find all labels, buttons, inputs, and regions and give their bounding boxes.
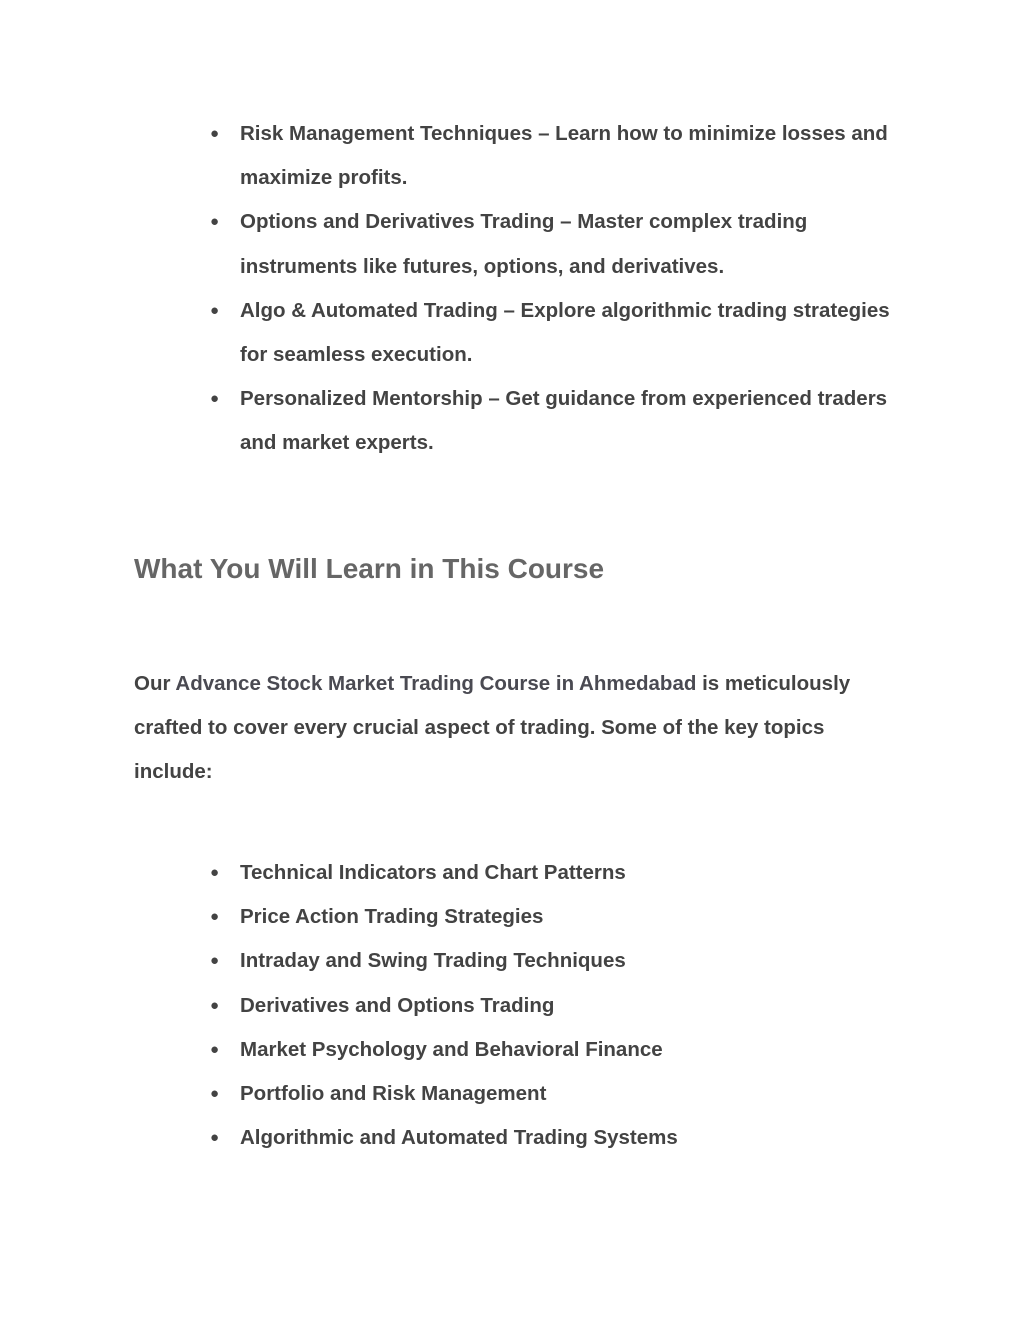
list-item-text: Market Psychology and Behavioral Finance	[240, 1037, 663, 1061]
list-item-text: Algorithmic and Automated Trading Systems	[240, 1126, 678, 1150]
bullet-icon: ●	[210, 390, 220, 408]
list-item	[210, 377, 890, 465]
list-item-text: Portfolio and Risk Management	[240, 1082, 547, 1106]
features-list	[210, 112, 890, 466]
bullet-icon: ●	[210, 1085, 220, 1103]
list-item-text: Price Action Trading Strategies	[240, 905, 544, 929]
bullet-icon: ●	[210, 301, 220, 319]
course-link[interactable]: Advance Stock Market Trading Course in Ahmedabad	[175, 672, 697, 695]
intro-suffix: is meticulously crafted to cover every crucial aspect of trading. Some of the key topics include:	[134, 672, 851, 784]
section-heading: What You Will Learn in This Course	[134, 553, 605, 584]
list-item	[210, 200, 890, 288]
bullet-icon: ●	[210, 1040, 220, 1058]
topics-list	[210, 851, 940, 1160]
intro-prefix: Our	[134, 672, 176, 695]
list-item-text: Intraday and Swing Trading Techniques	[240, 949, 626, 973]
bullet-icon: ●	[210, 213, 220, 231]
list-item	[210, 939, 940, 983]
bullet-icon: ●	[210, 125, 220, 142]
intro-paragraph	[134, 662, 904, 795]
list-item	[210, 112, 890, 200]
bullet-icon: ●	[210, 864, 220, 881]
list-item	[210, 1116, 940, 1160]
list-item	[210, 984, 940, 1028]
list-item	[210, 851, 940, 895]
list-item	[210, 1028, 940, 1072]
bullet-icon: ●	[210, 908, 220, 926]
list-item-text: Algo & Automated Trading – Explore algorithmic trading strategies for seamless execution.	[240, 298, 890, 367]
list-item	[210, 289, 890, 377]
list-item-text: Risk Management Techniques – Learn how to minimize losses and maximize profits.	[240, 122, 888, 190]
list-item	[210, 895, 940, 939]
bullet-icon: ●	[210, 952, 220, 970]
bullet-icon: ●	[210, 996, 220, 1014]
list-item	[210, 1072, 940, 1116]
list-item-text: Personalized Mentorship – Get guidance from experienced traders and market experts.	[240, 387, 888, 455]
list-item-text: Options and Derivatives Trading – Master complex trading instruments like futures, options, and derivatives.	[240, 210, 808, 278]
list-item-text: Technical Indicators and Chart Patterns	[240, 861, 626, 884]
list-item-text: Derivatives and Options Trading	[240, 993, 555, 1017]
bullet-icon: ●	[210, 1129, 220, 1147]
